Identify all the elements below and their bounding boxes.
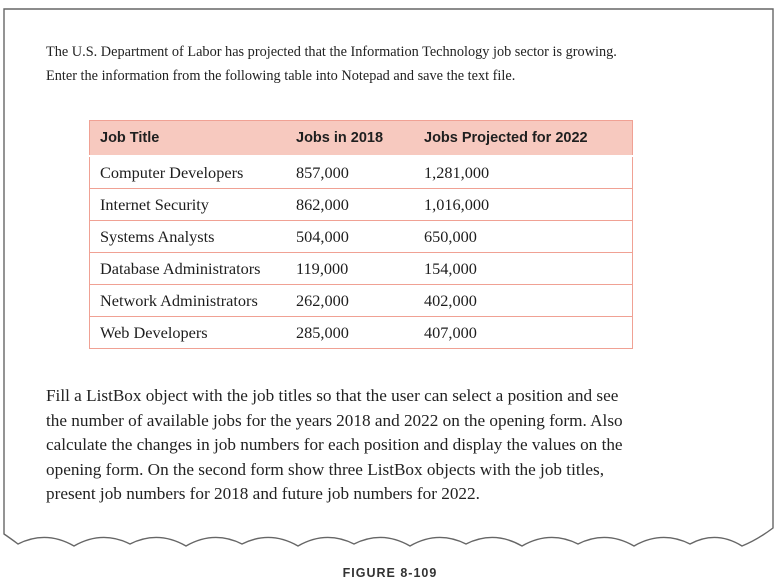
job-title-cell: Systems Analysts — [90, 221, 287, 253]
table-row — [90, 317, 633, 349]
jobs-2022-cell: 650,000 — [414, 221, 633, 253]
intro-line-1: The U.S. Department of Labor has projected that the Information Technology job sector is growing. — [46, 44, 617, 60]
header-jobs-2018: Jobs in 2018 — [286, 121, 414, 157]
job-title-cell: Network Administrators — [90, 285, 287, 317]
jobs-2018-cell: 862,000 — [286, 189, 414, 221]
table-row — [90, 285, 633, 317]
task-line-5: present job numbers for 2018 and future job numbers for 2022. — [46, 484, 480, 503]
job-title-cell: Internet Security — [90, 189, 287, 221]
jobs-2022-cell: 1,016,000 — [414, 189, 633, 221]
job-title-cell: Web Developers — [90, 317, 287, 349]
table-row — [90, 253, 633, 285]
job-title-cell: Database Administrators — [90, 253, 287, 285]
table-row — [90, 221, 633, 253]
task-line-2: the number of available jobs for the years 2018 and 2022 on the opening form. Also — [46, 410, 623, 430]
jobs-2022-cell: 154,000 — [414, 253, 633, 285]
jobs-2018-cell: 119,000 — [286, 253, 414, 285]
jobs-table — [89, 120, 633, 349]
job-title-cell: Computer Developers — [100, 163, 244, 182]
jobs-2018-cell: 857,000 — [296, 163, 349, 182]
jobs-2018-cell: 504,000 — [286, 221, 414, 253]
header-jobs-2022: Jobs Projected for 2022 — [414, 121, 633, 157]
jobs-2022-cell: 402,000 — [414, 285, 633, 317]
intro-paragraph — [46, 40, 746, 88]
jobs-2022-cell: 1,281,000 — [424, 163, 490, 182]
intro-line-2: Enter the information from the following table into Notepad and save the text file. — [46, 68, 516, 84]
jobs-2018-cell: 285,000 — [286, 317, 414, 349]
table-row — [90, 156, 633, 189]
task-line-1: Fill a ListBox object with the job titles so that the user can select a position and see — [46, 386, 619, 405]
jobs-2018-cell: 262,000 — [286, 285, 414, 317]
table-row — [90, 189, 633, 221]
figure-caption: FIGURE 8-109 — [342, 566, 438, 580]
header-job-title: Job Title — [90, 121, 287, 157]
task-paragraph — [46, 384, 746, 507]
task-line-3: calculate the changes in job numbers for each position and display the values on the — [46, 435, 623, 454]
jobs-2022-cell: 407,000 — [414, 317, 633, 349]
table-header-row — [90, 121, 633, 157]
task-line-4: opening form. On the second form show three ListBox objects with the job titles, — [46, 459, 605, 479]
